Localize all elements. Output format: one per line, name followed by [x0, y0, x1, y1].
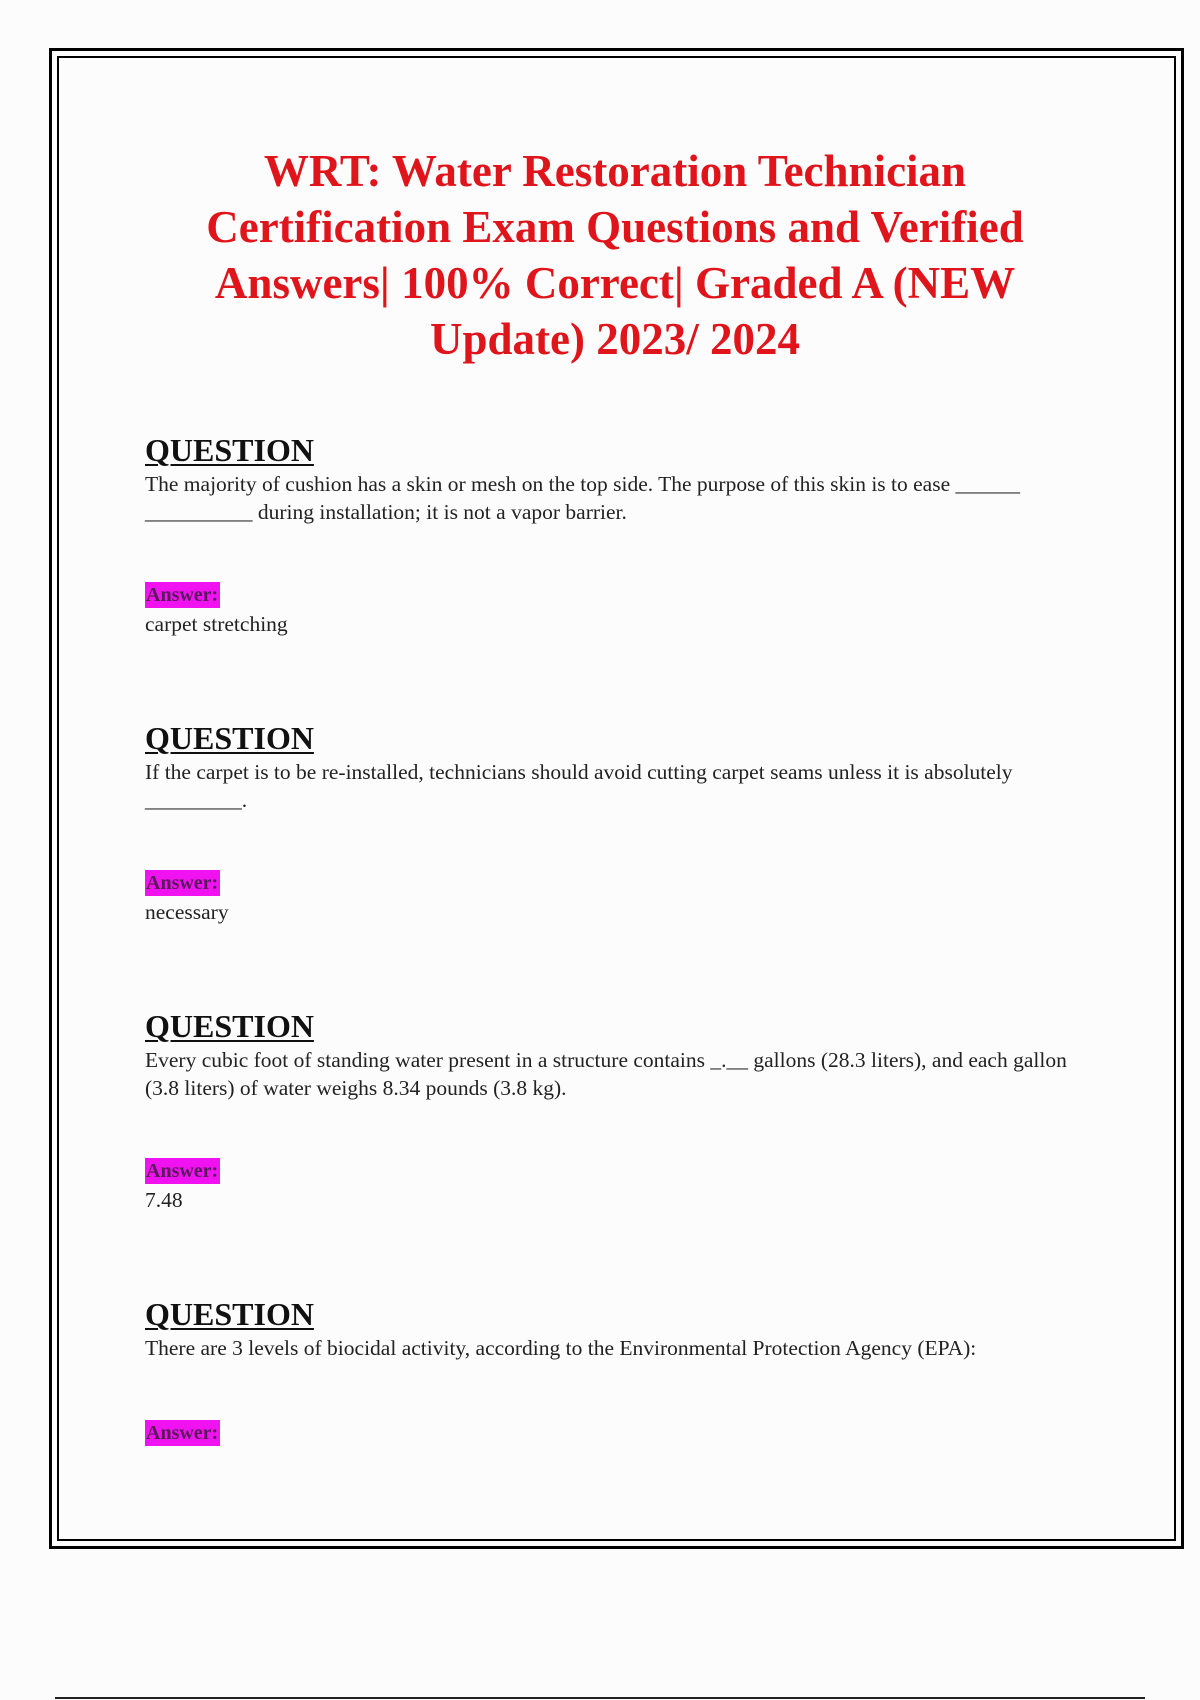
- question-heading: QUESTION: [145, 432, 314, 468]
- answer-text: carpet stretching: [145, 612, 288, 636]
- answer-label: Answer:: [146, 584, 219, 606]
- answer-label: Answer:: [146, 1422, 219, 1444]
- question-heading: QUESTION: [145, 1008, 314, 1044]
- question-block: [145, 1296, 1095, 1584]
- answer-text: necessary: [145, 900, 229, 924]
- question-heading: QUESTION: [145, 720, 314, 756]
- answer-label: Answer:: [146, 872, 219, 894]
- question-text: If the carpet is to be re-installed, technicians should avoid cutting carpet seams unless it is absolutely _________.: [145, 760, 1013, 812]
- question-text: There are 3 levels of biocidal activity, according to the Environmental Protection Agency (EPA):: [145, 1336, 977, 1360]
- answer-label: Answer:: [146, 1160, 219, 1182]
- question-text: The majority of cushion has a skin or mesh on the top side. The purpose of this skin is to ease ______ __________ during installation; it is not a vapor barrier.: [145, 472, 1021, 524]
- question-block: [145, 720, 1095, 1008]
- question-text: Every cubic foot of standing water present in a structure contains _.__ gallons (28.3 liters), and each gallon (3.8 liters) of water weighs 8.34 pounds (3.8 kg).: [145, 1048, 1067, 1100]
- question-block: [145, 432, 1095, 720]
- questions-list: [145, 432, 1095, 1584]
- question-block: [145, 1008, 1095, 1296]
- question-heading: QUESTION: [145, 1296, 314, 1332]
- document-title: WRT: Water Restoration Technician Certification Exam Questions and Verified Answers| 100% Correct| Graded A (NEW Update) 2023/ 2024: [206, 146, 1024, 364]
- answer-text: 7.48: [145, 1188, 183, 1212]
- footer-divider: [55, 1697, 1145, 1699]
